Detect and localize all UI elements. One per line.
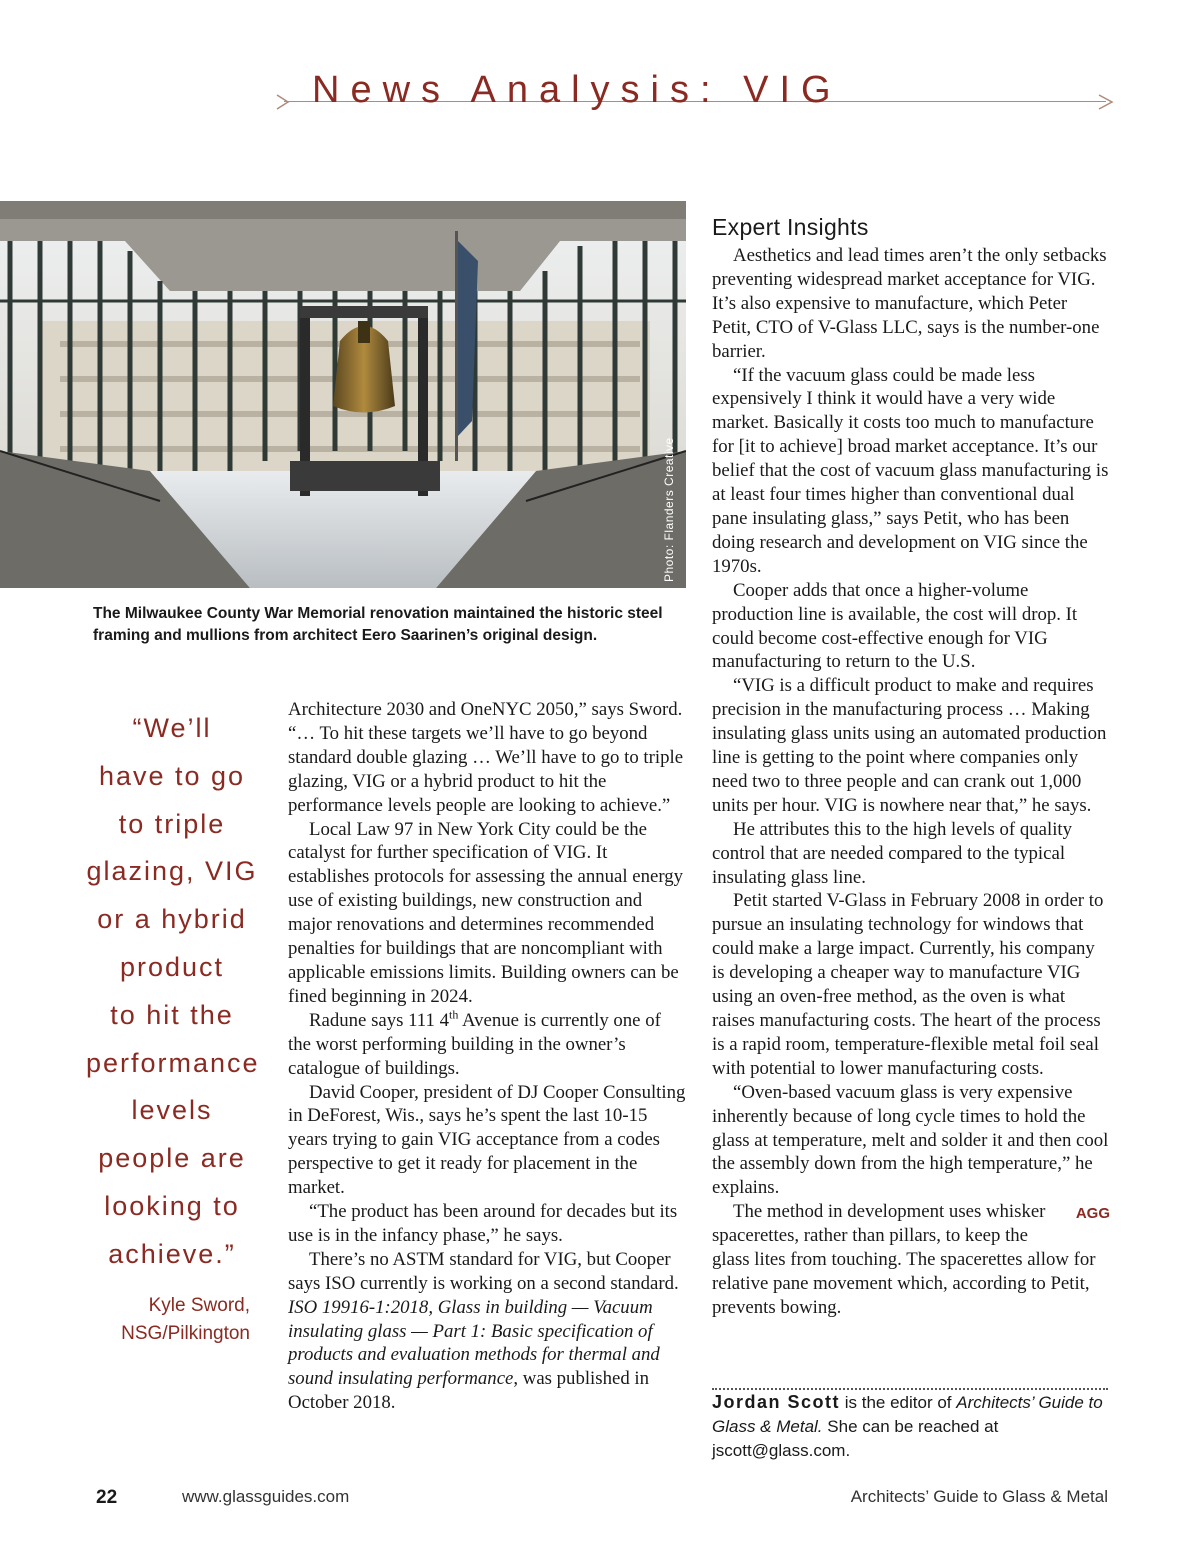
pull-quote-line: or a hybrid xyxy=(97,904,247,935)
paragraph: Architecture 2030 and OneNYC 2050,” says Sword. “… To hit these targets we’ll have to go beyond standard double glazing … We’ll have to go to triple glazing, VIG or a hybrid product to hit the performance levels people are looking to achieve.” xyxy=(288,699,684,816)
pull-quote-line: to triple xyxy=(118,808,226,839)
superscript: th xyxy=(448,1007,459,1022)
photo-caption: The Milwaukee County War Memorial renovation maintained the historic steel framing and mullions from architect Eero Saarinen’s original design. xyxy=(93,605,663,644)
author-bio xyxy=(712,1390,1112,1463)
article-column-right xyxy=(712,244,1110,1320)
pull-quote xyxy=(86,705,258,1279)
pull-quote-line: to hit the xyxy=(110,999,234,1030)
paragraph: Cooper adds that once a higher-volume production line is available, the cost will drop. It could become cost-effective enough for VIG manufacturing to return to the U.S. xyxy=(712,579,1078,673)
attribution-name: Kyle Sword, xyxy=(148,1295,250,1316)
pull-quote-line: performance xyxy=(86,1047,260,1078)
arrow-left-icon xyxy=(276,94,290,110)
text-run: The method in development uses whisker spacerettes, rather than pillars, to keep the glass lites from touching. The spacerettes allow for relative pane movement which, according to Petit, prevents bowing. xyxy=(712,1201,1096,1318)
paragraph: Aesthetics and lead times aren’t the only setbacks preventing widespread market acceptance for VIG. It’s also expensive to manufacture, which Peter Petit, CTO of V-Glass LLC, says is the number-one barrier. xyxy=(712,245,1107,362)
pull-quote-line: looking to xyxy=(104,1190,240,1221)
paragraph: “Oven-based vacuum glass is very expensive inherently because of long cycle times to hold the glass at temperature, melt and solder it and then cool the assembly down from the high temperature,” he explains. xyxy=(712,1081,1109,1199)
pull-quote-line: levels xyxy=(131,1095,213,1126)
paragraph xyxy=(712,1200,1110,1320)
section-heading: Expert Insights xyxy=(712,214,869,240)
paragraph: David Cooper, president of DJ Cooper Consulting in DeForest, Wis., says he’s spent the last 10-15 years trying to gain VIG acceptance from a codes perspective to get it ready for placement in the market. xyxy=(288,1081,686,1199)
article-column-middle xyxy=(288,698,686,1415)
pull-quote-line: achieve.” xyxy=(108,1238,236,1269)
publication-name: Architects’ Guide to Glass & Metal. xyxy=(712,1393,1103,1436)
pull-quote-line: people are xyxy=(98,1143,246,1174)
paragraph xyxy=(288,1248,686,1415)
standard-title: ISO 19916-1:2018, Glass in building — Vacuum insulating glass — Part 1: Basic specification of products and evaluation methods for thermal and sound insulating performance xyxy=(288,1296,660,1390)
pull-quote-line: have to go xyxy=(98,760,246,791)
arrow-right-icon xyxy=(1098,94,1114,110)
photo-credit: Photo: Flanders Creative xyxy=(662,437,676,582)
war-memorial-photo-illustration xyxy=(0,201,686,588)
paragraph: Petit started V-Glass in February 2008 in order to pursue an insulating technology for windows that could make a large impact. Currently, his company is developing a cheaper way to manufacture VIG using an oven-free method, as the oven is what raises manufacturing costs. The heart of the process is a rapid room, temperature-flexible metal foil seal with potential to lower manufacturing costs. xyxy=(712,890,1104,1079)
paragraph: “The product has been around for decades but its use is in the infancy phase,” he says. xyxy=(288,1201,678,1246)
bio-text: is the editor of xyxy=(840,1393,957,1412)
footer-publication: Architects’ Guide to Glass & Metal xyxy=(850,1487,1108,1506)
article-photo xyxy=(0,201,686,588)
pull-quote-line: “We’ll xyxy=(132,713,212,743)
pull-quote-line: product xyxy=(119,951,225,982)
pull-quote-attribution xyxy=(88,1292,250,1348)
text-run: Avenue is currently one of the worst performing building in the owner’s catalogue of buildings. xyxy=(288,1009,661,1079)
end-mark: AGG xyxy=(1075,1205,1110,1223)
paragraph: Local Law 97 in New York City could be the catalyst for further specification of VIG. It establishes protocols for assessing the annual energy use of existing buildings, new construction and major renovations and determines recommended penalties for buildings that are noncompliant with applicable emissions limits. Building owners can be fined beginning in 2024. xyxy=(288,818,684,1007)
paragraph xyxy=(288,1009,686,1081)
section-title: News Analysis: VIG xyxy=(312,69,842,111)
pull-quote-line: glazing, VIG xyxy=(86,856,258,887)
paragraph: He attributes this to the high levels of quality control that are needed compared to the typical insulating glass line. xyxy=(712,818,1073,888)
paragraph: “VIG is a difficult product to make and requires precision in the manufacturing process … Making insulating glass units using an automated production line is getting to the point where companies only need two to three people and can crank out 1,000 units per hour. VIG is nowhere near that,” he says. xyxy=(712,675,1107,816)
footer-url: www.glassguides.com xyxy=(182,1487,350,1506)
text-run: Radune says 111 4 xyxy=(309,1009,449,1031)
text-run: There’s no ASTM standard for VIG, but Cooper says ISO currently is working on a second standard. xyxy=(288,1248,679,1294)
paragraph: “If the vacuum glass could be made less expensively I think it would have a very wide market. Basically it costs too much to manufacture for [it to achieve] broad market acceptance. It’s our belief that the cost of vacuum glass manufacturing is at least four times higher than conventional dual pane insulating glass,” says Petit, who has been doing research and development on VIG since the 1970s. xyxy=(712,364,1109,577)
bio-text: She can be reached at jscott@glass.com. xyxy=(712,1417,999,1460)
page-number: 22 xyxy=(96,1487,118,1508)
author-name: Jordan Scott xyxy=(712,1392,841,1412)
text-run: , was published in October 2018. xyxy=(288,1368,650,1414)
attribution-org: NSG/Pilkington xyxy=(121,1323,250,1344)
